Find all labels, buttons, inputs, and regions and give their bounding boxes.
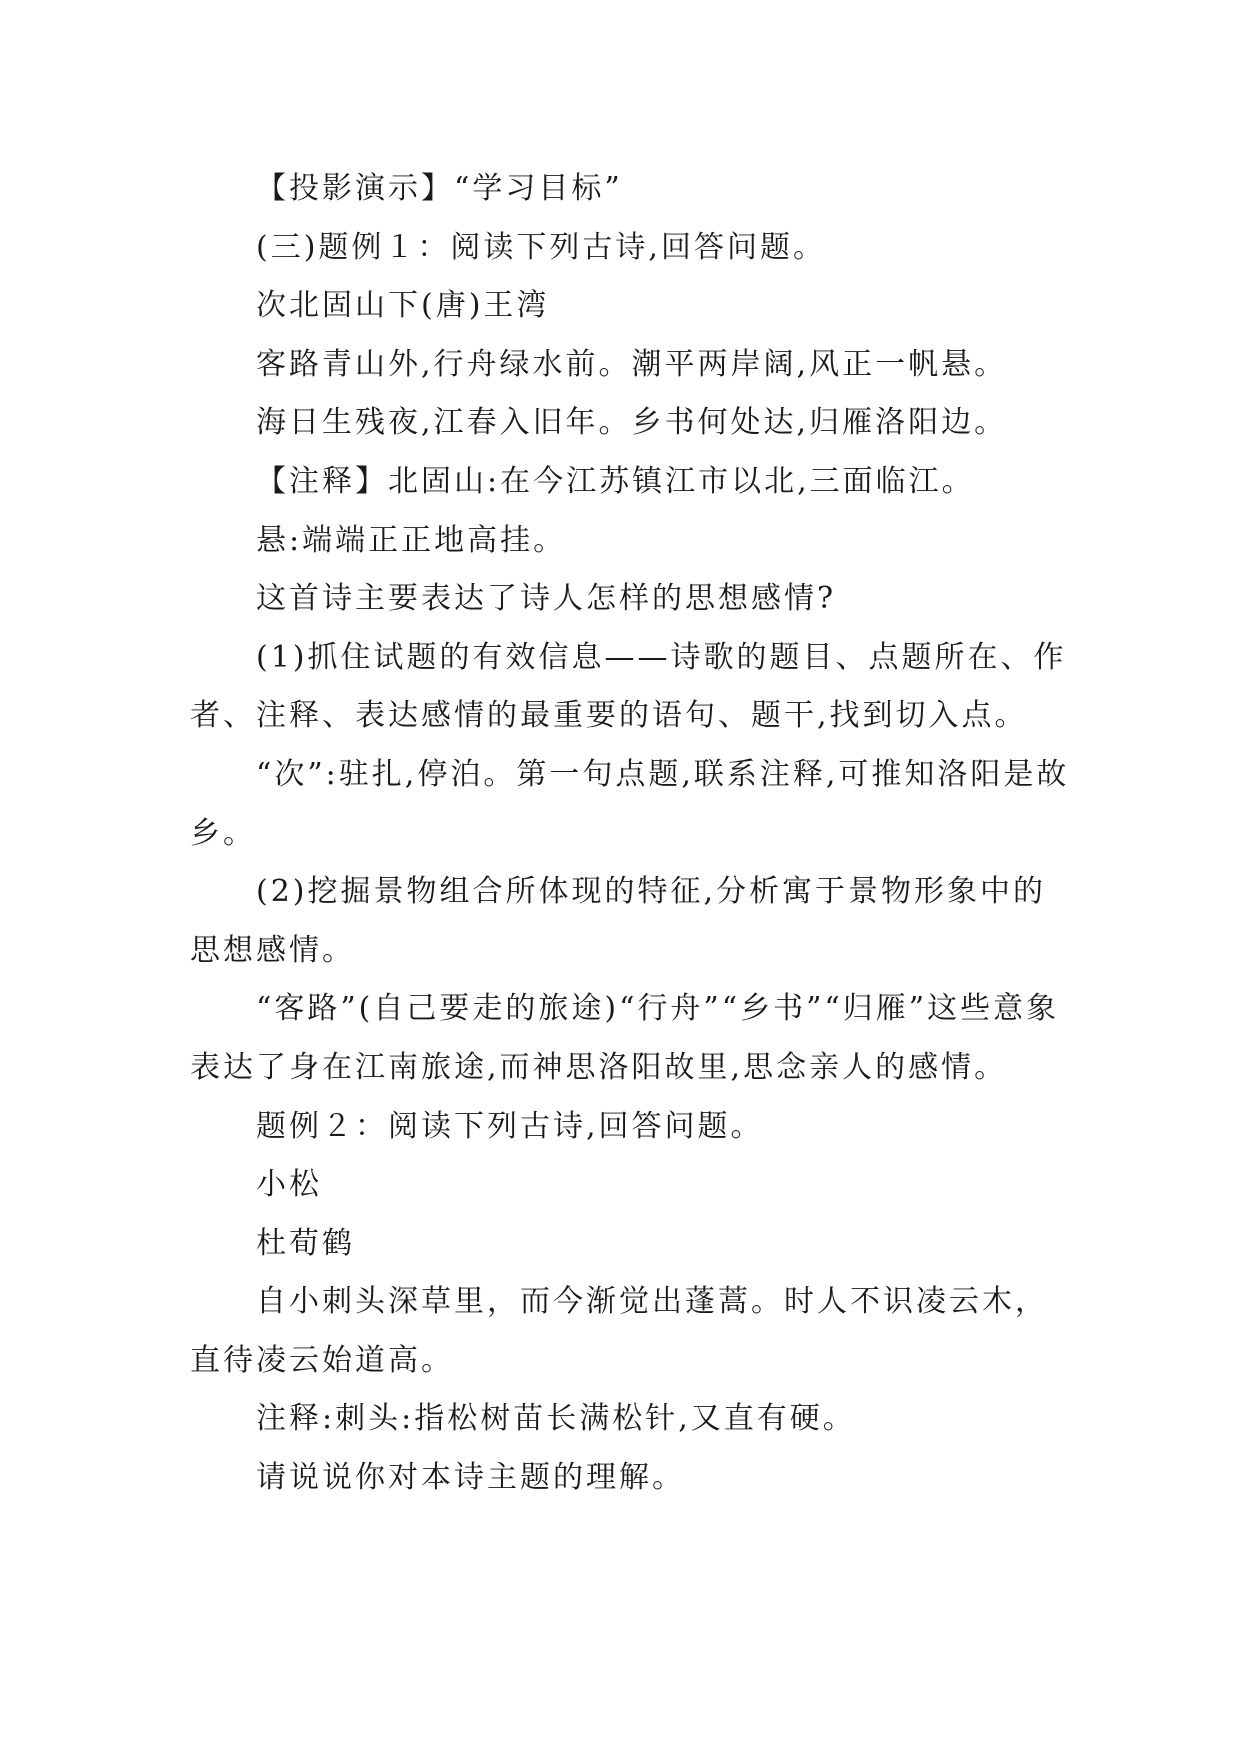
paragraph-projection-heading: 【投影演示】“学习目标” <box>256 171 623 206</box>
paragraph-annotation-3: 注释:刺头:指松树苗长满松针,又直有硬。 <box>256 1401 856 1437</box>
paragraph-example-2-question: 题例２：阅读下列古诗,回答问题。 <box>256 1108 764 1144</box>
paragraph-poem-line-2: 海日生残夜,江春入旧年。乡书何处达,归雁洛阳边。 <box>256 405 1008 441</box>
paragraph-method-1: (1)抓住试题的有效信息——诗歌的题目、点题所在、作者、注释、表达感情的最重要的语句、题干,找到切入点。 <box>190 639 1067 734</box>
paragraph-explanation-ci: “次”:驻扎,停泊。第一句点题,联系注释,可推知洛阳是故乡。 <box>190 756 1070 851</box>
paragraph-poem-line-1: 客路青山外,行舟绿水前。潮平两岸阔,风正一帆悬。 <box>256 346 1008 382</box>
paragraph-imagery-analysis: “客路”(自己要走的旅途)“行舟”“乡书”“归雁”这些意象表达了身在江南旅途,而神思洛阳故里,思念亲人的感情。 <box>190 991 1060 1085</box>
document-body <box>190 160 1070 1508</box>
paragraph-question-2: 请说说你对本诗主题的理解。 <box>256 1460 685 1496</box>
paragraph-question-1: 这首诗主要表达了诗人怎样的思想感情? <box>256 581 837 617</box>
paragraph-annotation-1: 【注释】北固山:在今江苏镇江市以北,三面临江。 <box>256 463 975 499</box>
paragraph-poem-body-2: 自小刺头深草里，而今渐觉出蓬蒿。时人不识凌云木，直待凌云始道高。 <box>190 1284 1048 1378</box>
paragraph-poem-author-2: 杜荀鹤 <box>256 1225 355 1261</box>
paragraph-poem-title-2: 小松 <box>256 1167 322 1203</box>
paragraph-example-1-question: (三)题例１：阅读下列古诗,回答问题。 <box>256 229 826 265</box>
paragraph-method-2: (2)挖掘景物组合所体现的特征,分析寓于景物形象中的思想感情。 <box>190 874 1047 968</box>
paragraph-poem-title-1: 次北固山下(唐)王湾 <box>256 288 550 324</box>
paragraph-annotation-2: 悬:端端正正地高挂。 <box>256 522 567 558</box>
